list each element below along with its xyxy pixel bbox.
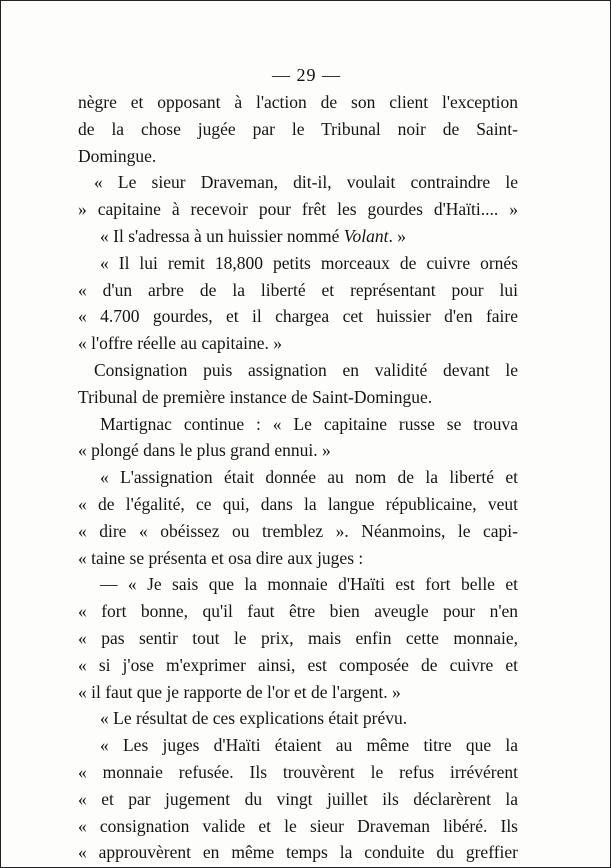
text-line: nègre et opposant à l'action de son client l'exception [78, 92, 518, 112]
text-line: « 4.700 gourdes, et il chargea cet huissier d'en faire [78, 306, 518, 327]
text-line: « dire « obéissez ou tremblez ». Néanmoins, le capi- [78, 520, 518, 541]
text-line: Domingue. [78, 145, 157, 166]
text-line: « Le résultat de ces explications était prévu. [100, 708, 408, 729]
text-line: « d'un arbre de la liberté et représentant pour lui [78, 279, 518, 300]
text-line: « pas sentir tout le prix, mais enfin cette monnaie, [78, 627, 518, 648]
text-line: « plongé dans le plus grand ennui. » [78, 440, 331, 461]
italic-name: Volant [343, 225, 389, 246]
text-segment: . » [388, 225, 406, 246]
text-segment: « Il s'adressa à un huissier nommé [100, 225, 344, 246]
text-line: « consignation valide et le sieur Draveman libéré. Ils [78, 815, 518, 836]
text-line: Consignation puis assignation en validité devant le [94, 359, 518, 380]
text-line: « L'assignation était donnée au nom de la liberté et [100, 467, 518, 488]
text-line: — « Je sais que la monnaie d'Haïti est fort belle et [100, 574, 518, 595]
text-line: de la chose jugée par le Tribunal noir de Saint- [78, 118, 518, 139]
text-line: « approuvèrent en même temps la conduite du greffier [78, 842, 518, 863]
page-number: — 29 — [272, 65, 341, 85]
text-line: » capitaine à recevoir pour frêt les gourdes d'Haïti.... » [78, 199, 518, 220]
text-line: « Les juges d'Haïti étaient au même titre que la [100, 735, 518, 756]
text-line: « de l'égalité, ce qui, dans la langue républicaine, veut [78, 493, 518, 514]
text-line: « il faut que je rapporte de l'or et de l'argent. » [78, 681, 401, 702]
text-line: Martignac continue : « Le capitaine russe se trouva [100, 413, 518, 434]
text-line: « et par jugement du vingt juillet ils déclarèrent la [78, 788, 518, 809]
text-line: « Il lui remit 18,800 petits morceaux de cuivre ornés [100, 252, 518, 273]
text-line: « l'offre réelle au capitaine. » [78, 333, 282, 354]
text-line: « Le sieur Draveman, dit-il, voulait contraindre le [94, 172, 518, 193]
body-text [78, 89, 518, 866]
text-line: « si j'ose m'exprimer ainsi, est composée de cuivre et [78, 654, 518, 675]
text-line [78, 223, 518, 250]
text-line: « monnaie refusée. Ils trouvèrent le refus irrévérent [78, 761, 518, 782]
text-line: Tribunal de première instance de Saint-Domingue. [78, 386, 433, 407]
text-line: « taine se présenta et osa dire aux juges : [78, 547, 364, 568]
text-line: « fort bonne, qu'il faut être bien aveugle pour n'en [78, 601, 518, 622]
